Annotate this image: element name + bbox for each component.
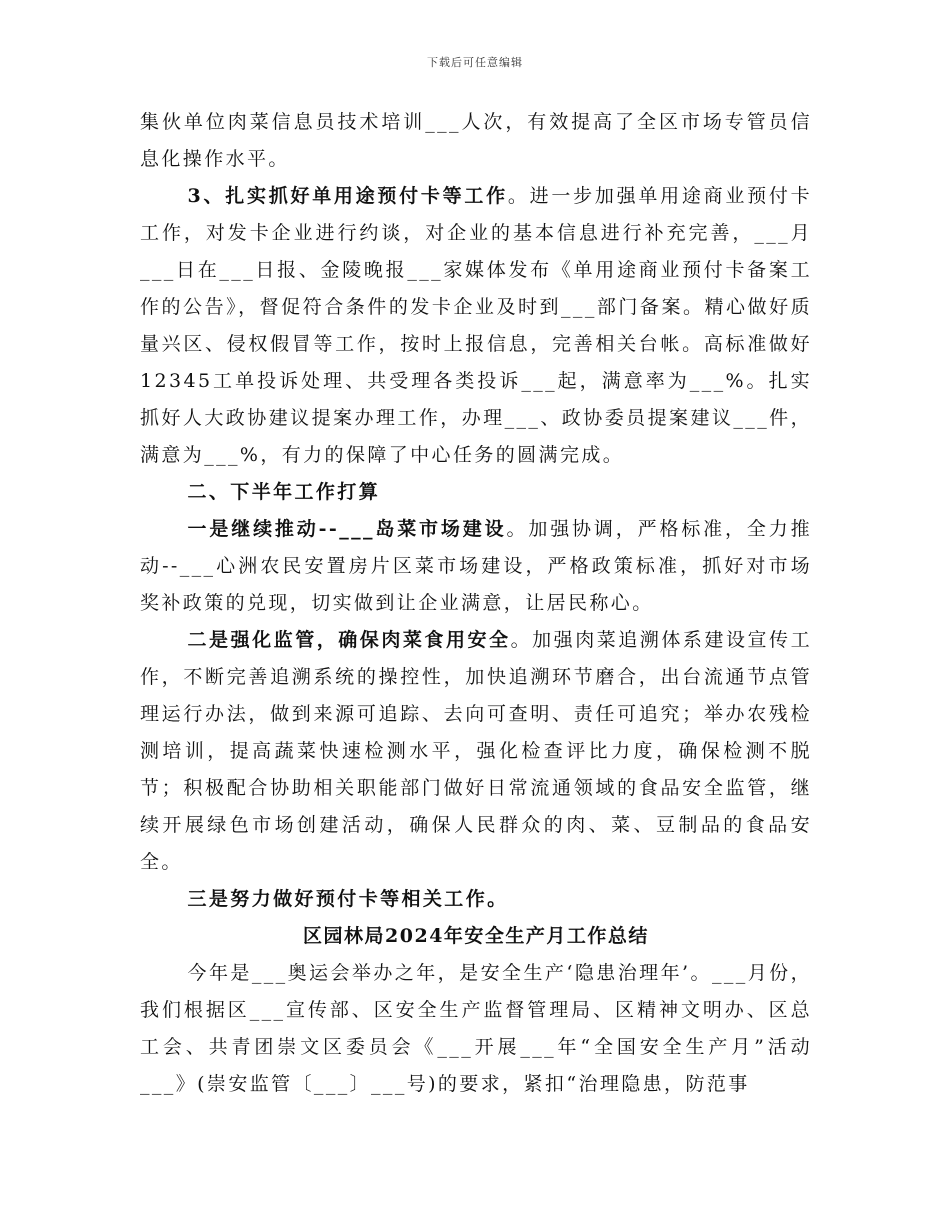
paragraph-safety-month: 今年是___奥运会举办之年，是安全生产‘隐患治理年’。___月份，我们根据区___宣传部、区安全生产监督管理局、区精神文明办、区总工会、共青团崇文区委员会《___开展___年“全国安全生产月”活动___》(崇安监管〔___〕___号)的要求，紧扣“治理隐患，防范事 xyxy=(140,962,812,1095)
paragraph-lead: 二是强化监管，确保肉菜食用安全 xyxy=(187,629,511,651)
paragraph-lead: 3、扎实抓好单用途预付卡等工作 xyxy=(187,185,508,207)
page-header: 下载后可任意编辑 xyxy=(427,56,523,69)
paragraph-training xyxy=(140,104,812,178)
paragraph-lead: 三是努力做好预付卡等相关工作。 xyxy=(187,888,509,910)
paragraph-text: 集伙单位肉菜信息员技术培训___人次，有效提高了全区市场专管员信息化操作水平。 xyxy=(140,111,812,170)
paragraph-prepaid-card xyxy=(140,178,812,474)
paragraph-lead: 一是继续推动--___岛菜市场建设 xyxy=(187,518,507,540)
section-title: 区园林局2024年安全生产月工作总结 xyxy=(303,925,649,947)
paragraph-prepaid-followup xyxy=(140,881,812,918)
paragraph-market-construction xyxy=(140,511,812,622)
document-body xyxy=(140,104,812,1103)
paragraph-text: 。加强协调，严格标准，全力推动--___心洲农民安置房片区菜市场建设，严格政策标准，抓好对市场奖补政策的兑现，切实做到让企业满意，让居民称心。 xyxy=(140,518,812,614)
heading-second-half-plan xyxy=(140,474,812,511)
paragraph-text: 。加强肉菜追溯体系建设宣传工作，不断完善追溯系统的操控性，加快追溯环节磨合，出台流通节点管理运行办法，做到来源可追踪、去向可查明、责任可追究；举办农残检测培训，提高蔬菜快速检测水平，强化检查评比力度，确保检测不脱节；积极配合协助相关职能部门做好日常流通领域的食品安全监管，继续开展绿色市场创建活动，确保人民群众的肉、菜、豆制品的食品安全。 xyxy=(140,629,812,873)
heading-text: 二、下半年工作打算 xyxy=(187,481,381,503)
paragraph-food-safety xyxy=(140,622,812,881)
paragraph-text: 。进一步加强单用途商业预付卡工作，对发卡企业进行约谈，对企业的基本信息进行补充完善，___月___日在___日报、金陵晚报___家媒体发布《单用途商业预付卡备案工作的公告》，督促符合条件的发卡企业及时到___部门备案。精心做好质量兴区、侵权假冒等工作，按时上报信息，完善相关台帐。高标准做好12345工单投诉处理、共受理各类投诉___起，满意率为___%。扎实抓好人大政协建议提案办理工作，办理___、政协委员提案建议___件，满意为___%，有力的保障了中心任务的圆满完成。 xyxy=(140,185,812,466)
